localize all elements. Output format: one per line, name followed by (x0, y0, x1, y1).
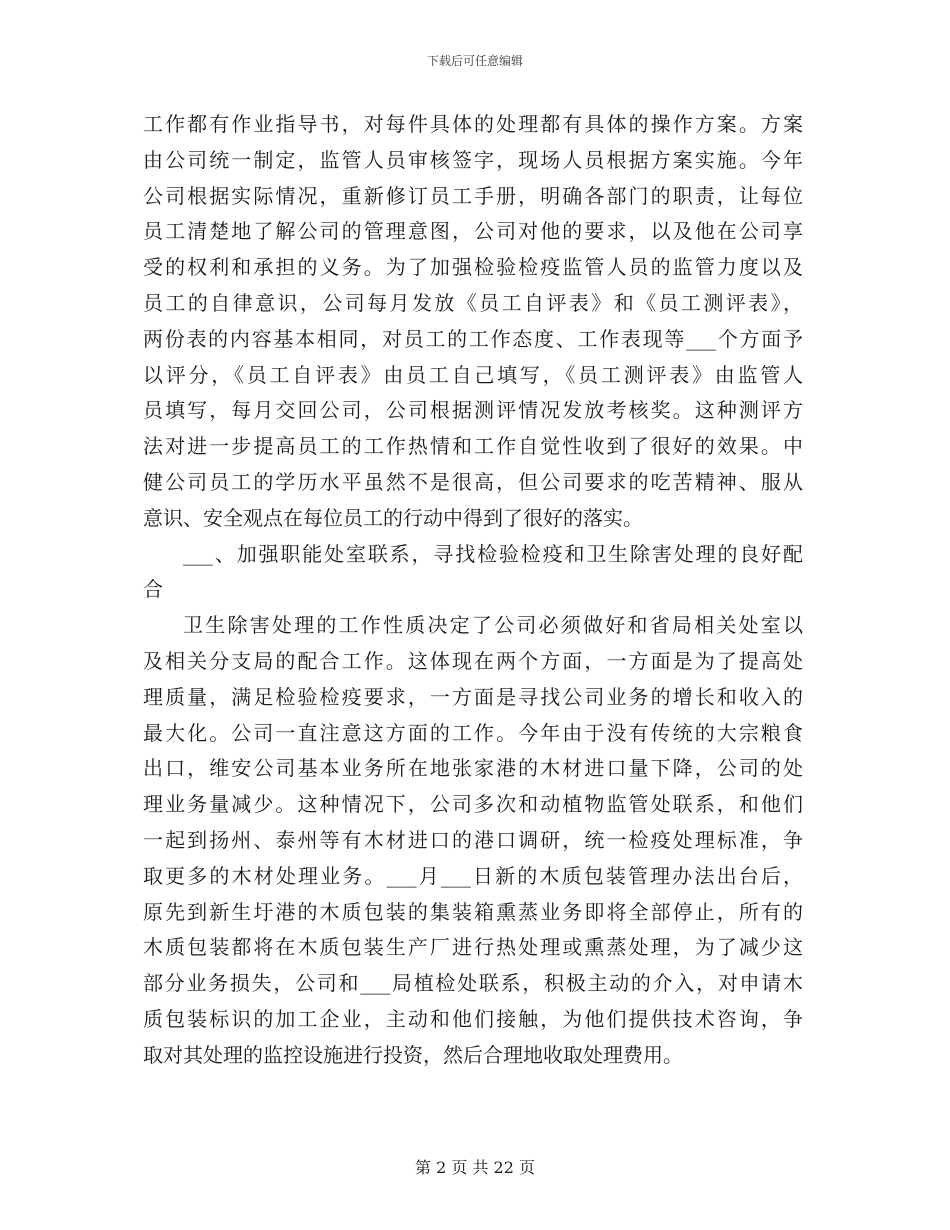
text-line: 公司根据实际情况，重新修订员工手册，明确各部门的职责，让每位 (143, 183, 803, 208)
text-line: 受的权利和承担的义务。为了加强检验检疫监管人员的监管力度以及 (143, 255, 803, 280)
text-line: 法对进一步提高员工的工作热情和工作自觉性收到了很好的效果。中 (143, 434, 803, 459)
text-line: 一起到扬州、泰州等有木材进口的港口调研，统一检疫处理标准，争 (143, 827, 803, 852)
page-header: 下载后可任意编辑 (426, 54, 523, 68)
text-line: ___、加强职能处室联系，寻找检验检疫和卫生除害处理的良好配 (183, 541, 803, 566)
page-footer: 第 2 页 共 22 页 (415, 1158, 535, 1177)
text-line: 质包装标识的加工企业，主动和他们接触，为他们提供技术咨询，争 (143, 1006, 803, 1031)
text-line: 由公司统一制定，监管人员审核签字，现场人员根据方案实施。今年 (143, 147, 803, 172)
text-line: 最大化。公司一直注意这方面的工作。今年由于没有传统的大宗粮食 (143, 720, 803, 745)
text-line: 意识、安全观点在每位员工的行动中得到了很好的落实。 (143, 505, 643, 530)
text-line: 卫生除害处理的工作性质决定了公司必须做好和省局相关处室以 (183, 613, 803, 638)
text-line: 合 (143, 577, 163, 602)
text-line: 部分业务损失，公司和___局植检处联系，积极主动的介入，对申请木 (143, 971, 803, 996)
text-line: 员工的自律意识，公司每月发放《员工自评表》和《员工测评表》， (143, 290, 803, 315)
text-line: 原先到新生圩港的木质包装的集装箱熏蒸业务即将全部停止，所有的 (143, 899, 803, 924)
text-line: 取对其处理的监控设施进行投资，然后合理地收取处理费用。 (143, 1042, 683, 1067)
text-line: 工作都有作业指导书，对每件具体的处理都有具体的操作方案。方案 (143, 112, 803, 136)
text-line: 出口，维安公司基本业务所在地张家港的木材进口量下降，公司的处 (143, 756, 803, 781)
text-line: 员填写，每月交回公司，公司根据测评情况发放考核奖。这种测评方 (143, 398, 803, 423)
text-line: 理业务量减少。这种情况下，公司多次和动植物监管处联系，和他们 (143, 792, 803, 817)
text-line: 理质量，满足检验检疫要求，一方面是寻找公司业务的增长和收入的 (143, 684, 803, 709)
paragraph (143, 608, 803, 1073)
text-line: 两份表的内容基本相同，对员工的工作态度、工作表现等___个方面予 (143, 326, 803, 351)
text-line: 以评分，《员工自评表》由员工自己填写，《员工测评表》由监管人 (143, 362, 803, 387)
document-body (143, 107, 803, 1074)
section-heading (143, 537, 803, 609)
text-line: 及相关分支局的配合工作。这体现在两个方面，一方面是为了提高处 (143, 648, 803, 673)
text-line: 木质包装都将在木质包装生产厂进行热处理或熏蒸处理，为了减少这 (143, 935, 803, 960)
text-line: 员工清楚地了解公司的管理意图，公司对他的要求，以及他在公司享 (143, 219, 803, 244)
text-line: 健公司员工的学历水平虽然不是很高，但公司要求的吃苦精神、服从 (143, 469, 803, 494)
text-line: 取更多的木材处理业务。___月___日新的木质包装管理办法出台后， (143, 863, 803, 888)
paragraph (143, 107, 803, 537)
